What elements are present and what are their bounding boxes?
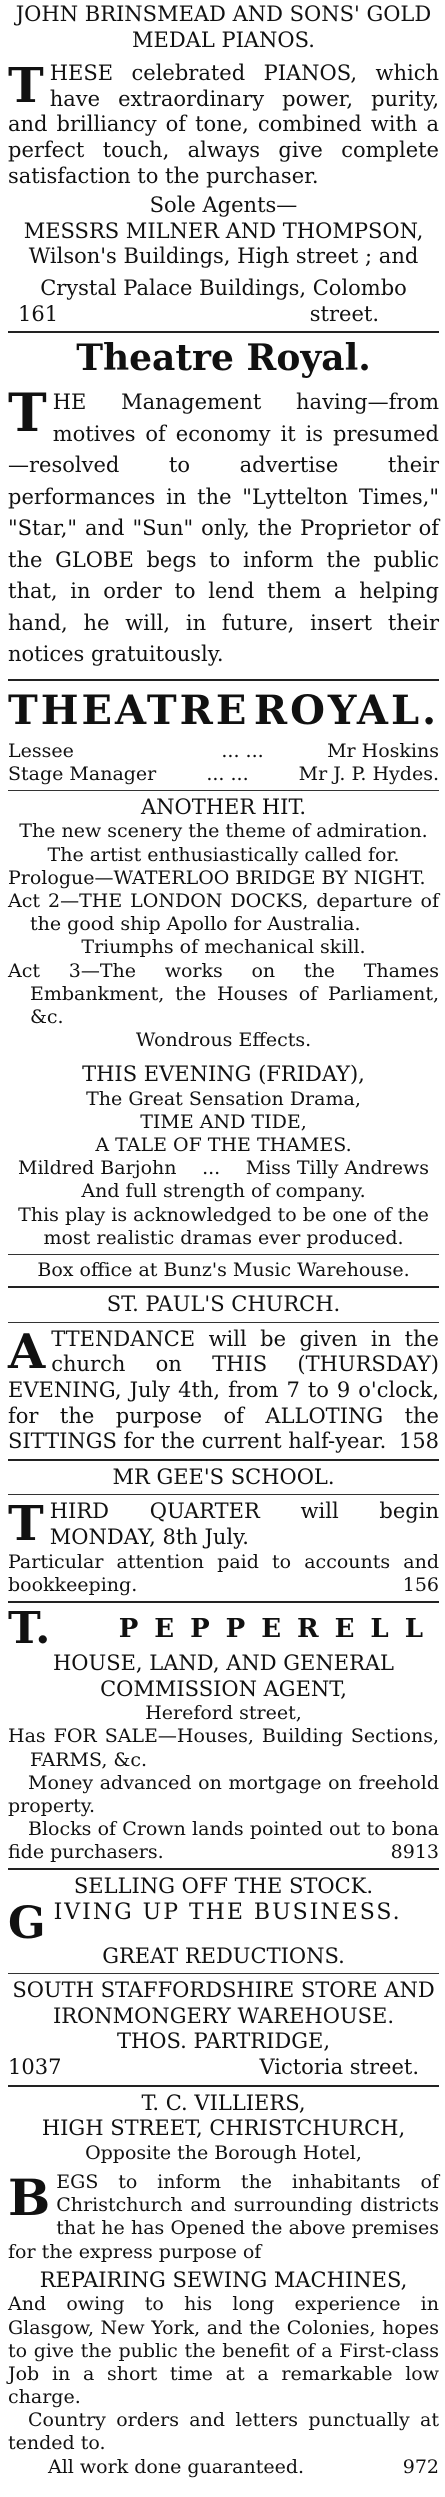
brinsmead-heading: JOHN BRINSMEAD AND SONS' GOLD: [15, 2, 432, 26]
manager-dots: ... ...: [206, 762, 249, 785]
mr-gee-text: HIRD QUARTER will begin MONDAY, 8th July.: [49, 1499, 439, 1550]
villiers-country: Country orders and letters punctually at tended to.: [8, 2409, 439, 2455]
manager-name: Mr J. P. Hydes.: [298, 762, 439, 785]
store-owner: THOS. PARTRIDGE,: [116, 2029, 331, 2054]
brinsmead-text: HESE celebrated PIANOS, which have extraordinary power, purity, and brilliancy of tone, combined with a perfect touch, always give complete satisfaction to the purchaser.: [8, 61, 439, 188]
theatre-notice-text: HE Management having—from motives of economy it is presumed—resolved to advertise their performances in the "Lyttelton Times," "Star," and "Sun" only, the Proprietor of the GLOBE begs to inform the public that, in order to lend them a helping hand, he will, in future, insert their notices gratuitously.: [8, 390, 439, 667]
st-pauls-body: [8, 1323, 439, 1455]
scenery-line: The new scenery the theme of admiration.: [19, 820, 428, 843]
pepperell-blocks: [8, 1818, 439, 1864]
cast-row: [8, 1157, 439, 1180]
st-pauls-text: TTENDANCE will be given in the church on THIS (THURSDAY) EVENING, July 4th, from 7 to 9 o'clock, for the purpose of ALLOTING the SITTINGS for the current half-year.: [8, 1326, 439, 1454]
pepperell-sale: Has FOR SALE—Houses, Building Sections, FARMS, &c.: [8, 1725, 439, 1771]
title-royal: ROYAL.: [253, 686, 439, 734]
divider: [8, 1973, 439, 1974]
brinsmead-ad: [8, 0, 439, 327]
act3-sub: Wondrous Effects.: [135, 1029, 312, 1052]
artist-line: The artist enthusiastically called for.: [47, 843, 400, 866]
divider: [8, 679, 439, 681]
ad-ref: 972: [402, 2455, 439, 2478]
divider: [8, 1601, 439, 1603]
villiers-ad: [8, 2091, 439, 2479]
drop-cap: G: [8, 1898, 48, 1950]
theatre-notice-title: Theatre Royal.: [76, 337, 371, 380]
lessee-name: Mr Hoskins: [327, 739, 439, 762]
mr-gee-text-2: Particular attention paid to accounts and bookkeeping.: [8, 1550, 439, 1596]
lessee-row: [8, 740, 439, 763]
divider: [8, 790, 439, 791]
villiers-guarantee-row: [8, 2456, 439, 2479]
cast-name: Miss Tilly Andrews: [245, 1157, 429, 1180]
play-title: TIME AND TIDE,: [140, 1110, 307, 1133]
title-theatre: THEATRE: [8, 686, 250, 734]
drop-cap: T: [8, 1496, 44, 1553]
theatre-royal-title: [8, 687, 439, 736]
drop-cap: A: [8, 1323, 46, 1380]
pepperell-name: PEPPERELL: [118, 1614, 439, 1644]
lessee-label: Lessee: [8, 739, 74, 762]
divider: [8, 1254, 439, 1255]
theatre-royal-ad: [8, 687, 439, 1282]
giving-up-text: IVING UP THE BUSINESS.: [53, 1900, 402, 1926]
store-street-row: [8, 2055, 439, 2081]
villiers-body: [8, 2168, 439, 2264]
mr-gee-title: MR GEE'S SCHOOL.: [112, 1464, 335, 1489]
st-pauls-ad: [8, 1292, 439, 1455]
villiers-owing: And owing to his long experience in Glasgow, New York, and the Colonies, hopes to give the public the benefit of a First-class Job in a short time at a remarkable low charge.: [8, 2293, 439, 2409]
company-line: And full strength of company.: [81, 1180, 366, 1203]
villiers-opposite: Opposite the Borough Hotel,: [85, 2141, 362, 2164]
divider: [8, 1459, 439, 1461]
villiers-street: HIGH STREET, CHRISTCHURCH,: [41, 2116, 406, 2141]
divider: [8, 1322, 439, 1323]
divider: [8, 2085, 439, 2087]
cast-role: Mildred Barjohn: [18, 1157, 177, 1180]
villiers-name: T. C. VILLIERS,: [141, 2090, 306, 2115]
divider: [8, 331, 439, 333]
manager-row: [8, 763, 439, 786]
store-name-2: IRONMONGERY WAREHOUSE.: [52, 2003, 395, 2028]
theatre-notice: [8, 337, 439, 670]
agents-address-3-row: [8, 302, 439, 328]
drop-cap: B: [8, 2168, 51, 2228]
act3-line: Act 3—The works on the Thames Embankment, the Houses of Parliament, &c.: [8, 959, 439, 1028]
theatre-notice-body: [8, 383, 439, 671]
ad-ref: 158: [398, 1429, 439, 1454]
brinsmead-body: [8, 58, 439, 189]
ad-ref: 156: [402, 1573, 439, 1596]
prologue-line: Prologue—WATERLOO BRIDGE BY NIGHT.: [8, 866, 426, 889]
divider: [8, 1286, 439, 1288]
stafford-ad: [8, 1874, 439, 2080]
drop-cap: T: [8, 58, 44, 115]
this-evening: THIS EVENING (FRIDAY),: [82, 1062, 365, 1087]
ad-ref: 1037: [8, 2055, 62, 2080]
drop-cap: T: [8, 383, 47, 445]
villiers-text: EGS to inform the inhabitants of Christchurch and surrounding districts that he has Opened the above premises for the express purpose of: [8, 2171, 439, 2263]
acknowledgement: This play is acknowledged to be one of the most realistic dramas ever produced.: [18, 1203, 429, 1249]
agents-name: MESSRS MILNER AND THOMPSON,: [23, 218, 424, 243]
box-office: Box office at Bunz's Music Warehouse.: [37, 1259, 410, 1281]
selling-off: SELLING OFF THE STOCK.: [73, 1874, 374, 1899]
great-reductions: GREAT REDUCTIONS.: [102, 1943, 345, 1968]
mr-gee-body: [8, 1496, 439, 1553]
divider: [8, 1494, 439, 1495]
agents-address-3: street.: [309, 301, 379, 326]
repairing-heading: REPAIRING SEWING MACHINES,: [39, 2267, 408, 2292]
pepperell-initial: T.: [8, 1603, 51, 1654]
agents-address-1: Wilson's Buildings, High street ; and: [28, 244, 419, 269]
act2-line: Act 2—THE LONDON DOCKS, departure of the good ship Apollo for Australia.: [8, 889, 439, 936]
store-name-1: SOUTH STAFFORDSHIRE STORE AND: [12, 1978, 435, 2003]
pepperell-name-row: [8, 1603, 439, 1654]
brinsmead-subheading: MEDAL PIANOS.: [132, 27, 315, 52]
mr-gee-ad: [8, 1465, 439, 1597]
sole-agents-label: Sole Agents—: [149, 193, 298, 218]
act2-sub: Triumphs of mechanical skill.: [81, 936, 366, 959]
another-hit: ANOTHER HIT.: [140, 794, 307, 819]
lessee-dots: ... ...: [221, 739, 264, 762]
mr-gee-body-2: [8, 1551, 439, 1597]
ad-ref: 161: [18, 301, 59, 326]
pepperell-ad: [8, 1603, 439, 1864]
pepperell-title-1: HOUSE, LAND, AND GENERAL: [52, 1651, 394, 1675]
pepperell-title-2: COMMISSION AGENT,: [100, 1676, 347, 1701]
pepperell-money: Money advanced on mortgage on freehold property.: [8, 1771, 439, 1817]
villiers-guarantee: All work done guaranteed.: [48, 2455, 305, 2478]
pepperell-street: Hereford street,: [145, 1702, 302, 1725]
cast-dots: ...: [202, 1157, 221, 1180]
drama-label: The Great Sensation Drama,: [86, 1087, 361, 1110]
store-street: Victoria street.: [259, 2055, 419, 2080]
divider: [8, 1868, 439, 1870]
ad-ref: 8913: [390, 1841, 439, 1864]
giving-up: [8, 1898, 439, 1950]
play-subtitle: A TALE OF THE THAMES.: [95, 1134, 352, 1157]
agents-address-2: Crystal Palace Buildings, Colombo: [40, 276, 407, 301]
manager-label: Stage Manager: [8, 762, 157, 785]
st-pauls-title: ST. PAUL'S CHURCH.: [106, 1292, 341, 1317]
pepperell-blocks-text: Blocks of Crown lands pointed out to bona fide purchasers.: [8, 1818, 439, 1864]
